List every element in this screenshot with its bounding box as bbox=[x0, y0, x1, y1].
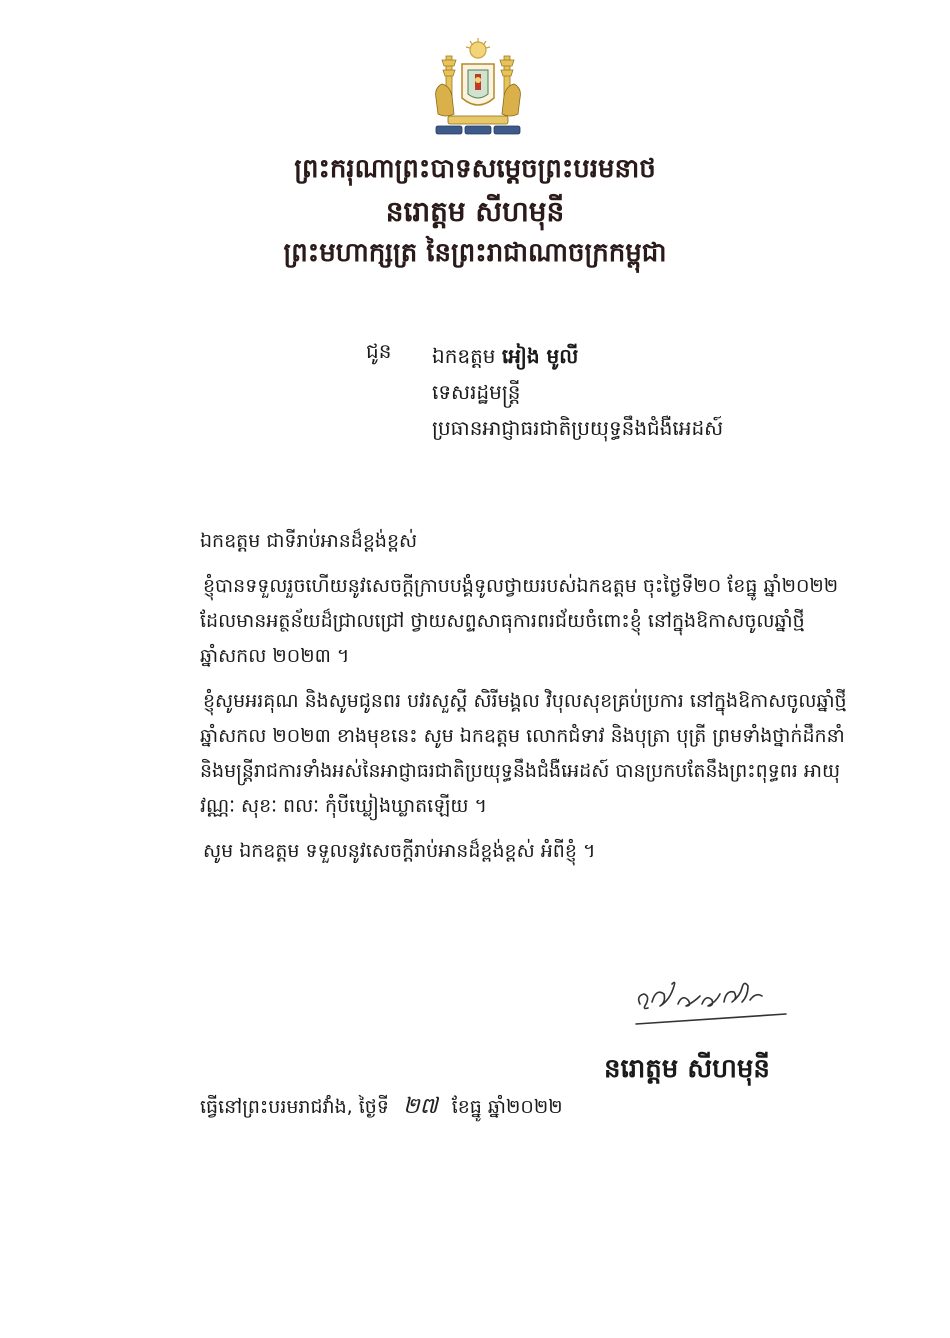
sender-name-line: នរោត្តម សីហមុនី bbox=[385, 195, 565, 228]
addressee-label: ជូន bbox=[366, 339, 392, 363]
body-paragraph-1: ខ្ញុំបានទទួលរួចហើយនូវសេចក្តីក្រាបបង្គំទូលថ្វាយរបស់ឯកឧត្តម ចុះថ្ងៃទី២០ ខែធ្នូ ឆ្នាំ២០២២ ដែលមានអត្ថន័យដ៏ជ្រាលជ្រៅ ថ្វាយសព្ទសាធុការពរជ័យចំពោះខ្ញុំ នៅក្នុងឱកាសចូលឆ្នាំថ្មី ឆ្នាំសកល ២០២៣ ។ bbox=[200, 575, 839, 667]
royal-coat-of-arms-emblem bbox=[428, 36, 528, 141]
addressee-honorific: ឯកឧត្តម bbox=[432, 344, 502, 368]
addressee-title-1: ទេសរដ្ឋមន្ត្រី bbox=[432, 380, 521, 404]
date-suffix: ខែធ្នូ ឆ្នាំ២០២២ bbox=[451, 1096, 563, 1118]
body-paragraph-3: សូម ឯកឧត្តម ទទួលនូវសេចក្តីរាប់អានដ៏ខ្ពង់ខ្ពស់ អំពីខ្ញុំ ។ bbox=[203, 840, 596, 862]
date-prefix: ធ្វើនៅព្រះបរមរាជវាំង, ថ្ងៃទី bbox=[200, 1096, 389, 1118]
addressee-block bbox=[432, 338, 723, 446]
body-paragraph-2: ខ្ញុំសូមអរគុណ និងសូមជូនពរ បវរសួស្តី សិរីមង្គល វិបុលសុខគ្រប់ប្រការ នៅក្នុងឱកាសចូលឆ្នាំថ្មី ឆ្នាំសកល ២០២៣ ខាងមុខនេះ សូម ឯកឧត្តម លោកជំទាវ និងបុត្រា បុត្រី ព្រមទាំងថ្នាក់ដឹកនាំ និងមន្ត្រីរាជការទាំងអស់នៃអាជ្ញាធរជាតិប្រយុទ្ធនឹងជំងឺអេដស៍ បានប្រកបតែនឹងព្រះពុទ្ធពរ អាយុ វណ្ណៈ សុខៈ ពលៈ កុំបីឃ្លៀងឃ្លាតឡើយ ។ bbox=[200, 690, 847, 817]
letter-body bbox=[200, 524, 860, 879]
date-day-handwritten: ២៧ bbox=[402, 1094, 438, 1119]
date-line bbox=[200, 1092, 563, 1124]
signer-name: នរោត្តម សីហមុនី bbox=[604, 1054, 770, 1084]
sender-position-line: ព្រះមហាក្សត្រ នៃព្រះរាជាណាចក្រកម្ពុជា bbox=[283, 238, 667, 268]
sender-title-line: ព្រះករុណាព្រះបាទសម្តេចព្រះបរមនាថ bbox=[294, 154, 656, 184]
addressee-name: អៀង មូលី bbox=[501, 344, 579, 368]
addressee-title-2: ប្រធានអាជ្ញាធរជាតិប្រយុទ្ធនឹងជំងឺអេដស៍ bbox=[432, 416, 724, 440]
handwritten-signature-image bbox=[630, 966, 790, 1030]
addressee-name-line bbox=[432, 338, 723, 374]
salutation: ឯកឧត្តម ជាទីរាប់អានដ៏ខ្ពង់ខ្ពស់ bbox=[200, 530, 418, 552]
